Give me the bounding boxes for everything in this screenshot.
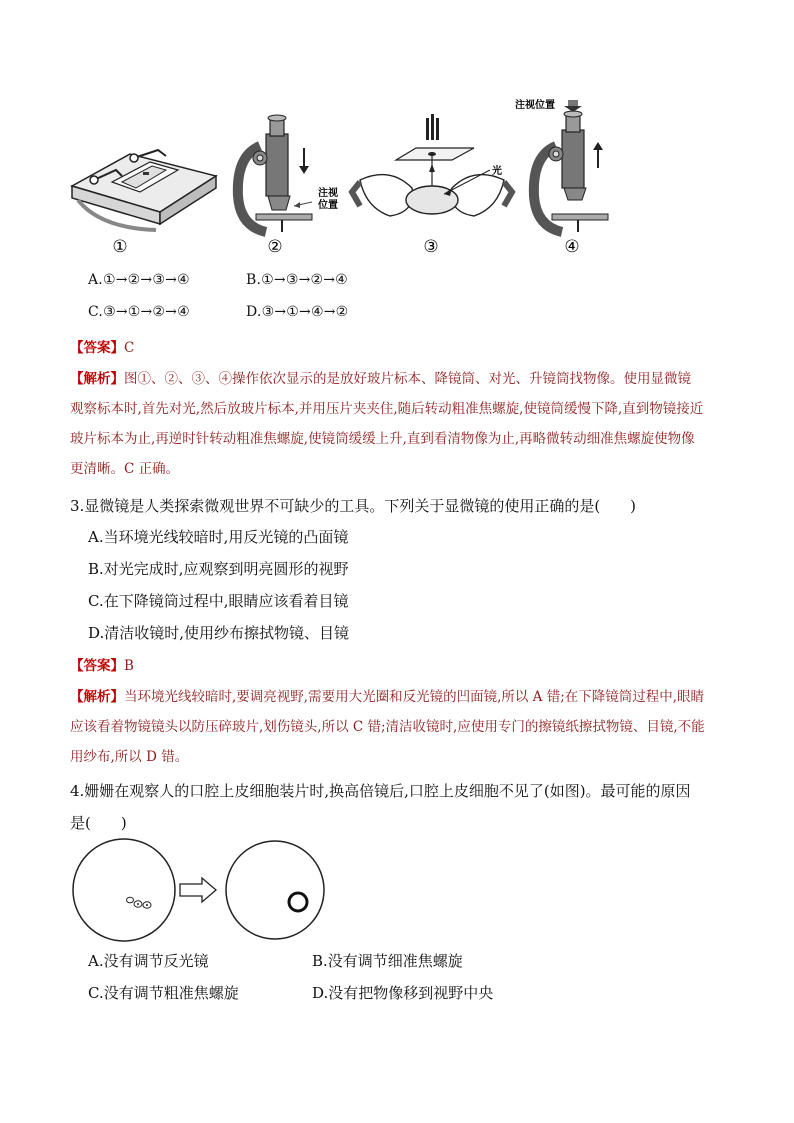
- raising-tube-image: [534, 100, 608, 232]
- figure-label-4: ④: [564, 237, 580, 257]
- q3-option-d: D.清洁收镜时,使用纱布擦拭物镜、目镜: [88, 624, 350, 642]
- q2-analysis-line-2: 观察标本时,首先对光,然后放玻片标本,并用压片夹夹住,随后转动粗准焦螺旋,使镜筒缓慢下降,直到物镜接近: [70, 401, 704, 417]
- q4-stem-line-1: 4.姗姗在观察人的口腔上皮细胞装片时,换高倍镜后,口腔上皮细胞不见了(如图)。最可能的原因: [70, 782, 691, 800]
- q3-answer-tag: 【答案】: [70, 658, 124, 674]
- q2-option-d: D.③→①→④→②: [246, 304, 349, 320]
- figure-label-2: ②: [267, 237, 283, 257]
- q4-option-c: C.没有调节粗准焦螺旋: [88, 984, 239, 1002]
- lowering-tube-image: [238, 115, 312, 232]
- q2-analysis-line-3: 玻片标本为止,再逆时针转动粗准焦螺旋,使镜筒缓缓上升,直到看清物像为止,再略微转动细准焦螺旋使物像: [70, 431, 695, 447]
- q3-analysis-tag: 【解析】: [70, 689, 124, 705]
- q3-analysis-line-1: 当环境光线较暗时,要调亮视野,需要用大光圈和反光镜的凹面镜,所以 A 错;在下降镜筒过程中,眼睛: [124, 689, 705, 705]
- q4-stem-line-2: 是( ): [70, 814, 127, 832]
- watch-position-label: 注视位置: [515, 100, 555, 111]
- adjusting-light-image: [352, 114, 512, 216]
- q2-analysis: [70, 364, 730, 484]
- q3-analysis: [70, 682, 730, 772]
- watch-label-line1: 注视: [318, 188, 338, 199]
- q3-option-b: B.对光完成时,应观察到明亮圆形的视野: [88, 560, 349, 578]
- q4-option-a: A.没有调节反光镜: [88, 952, 209, 970]
- q3-stem: 3.显微镜是人类探索微观世界不可缺少的工具。下列关于显微镜的使用正确的是( ): [70, 497, 637, 515]
- watch-label-line2: 位置: [318, 200, 338, 211]
- q2-analysis-tag: 【解析】: [70, 371, 124, 387]
- figure-label-1: ①: [112, 237, 128, 257]
- stage-with-slide-image: [72, 150, 216, 230]
- q2-analysis-line-4: 更清晰。C 正确。: [70, 461, 180, 477]
- high-power-view: [226, 841, 324, 939]
- q2-answer-row: [70, 336, 134, 356]
- q3-answer-value: B: [124, 658, 134, 674]
- light-label: 光: [492, 166, 502, 177]
- q2-option-a: A.①→②→③→④: [88, 272, 190, 288]
- q4-option-d: D.没有把物像移到视野中央: [312, 984, 494, 1002]
- q2-option-c: C.③→①→②→④: [88, 304, 190, 320]
- q2-option-b: B.①→③→②→④: [246, 272, 348, 288]
- q2-answer-value: C: [124, 340, 135, 356]
- q3-analysis-line-3: 用纱布,所以 D 错。: [70, 749, 189, 765]
- q4-option-b: B.没有调节细准焦螺旋: [312, 952, 463, 970]
- low-power-view: [73, 839, 175, 941]
- field-of-view-figure: [70, 838, 330, 948]
- q2-analysis-line-1: 图①、②、③、④操作依次显示的是放好玻片标本、降镜筒、对光、升镜筒找物像。使用显微镜: [124, 371, 691, 387]
- q2-answer-tag: 【答案】: [70, 340, 124, 356]
- q3-option-c: C.在下降镜筒过程中,眼睛应该看着目镜: [88, 592, 349, 610]
- q3-analysis-line-2: 应该看着物镜镜头以防压碎玻片,划伤镜头,所以 C 错;清洁收镜时,应使用专门的擦镜纸擦拭物镜、目镜,不能: [70, 719, 705, 735]
- q3-option-a: A.当环境光线较暗时,用反光镜的凸面镜: [88, 528, 349, 546]
- microscope-steps-figure: [60, 96, 620, 266]
- figure-label-3: ③: [423, 237, 439, 257]
- arrow-right-icon: [180, 878, 216, 902]
- q3-answer-row: [70, 654, 134, 674]
